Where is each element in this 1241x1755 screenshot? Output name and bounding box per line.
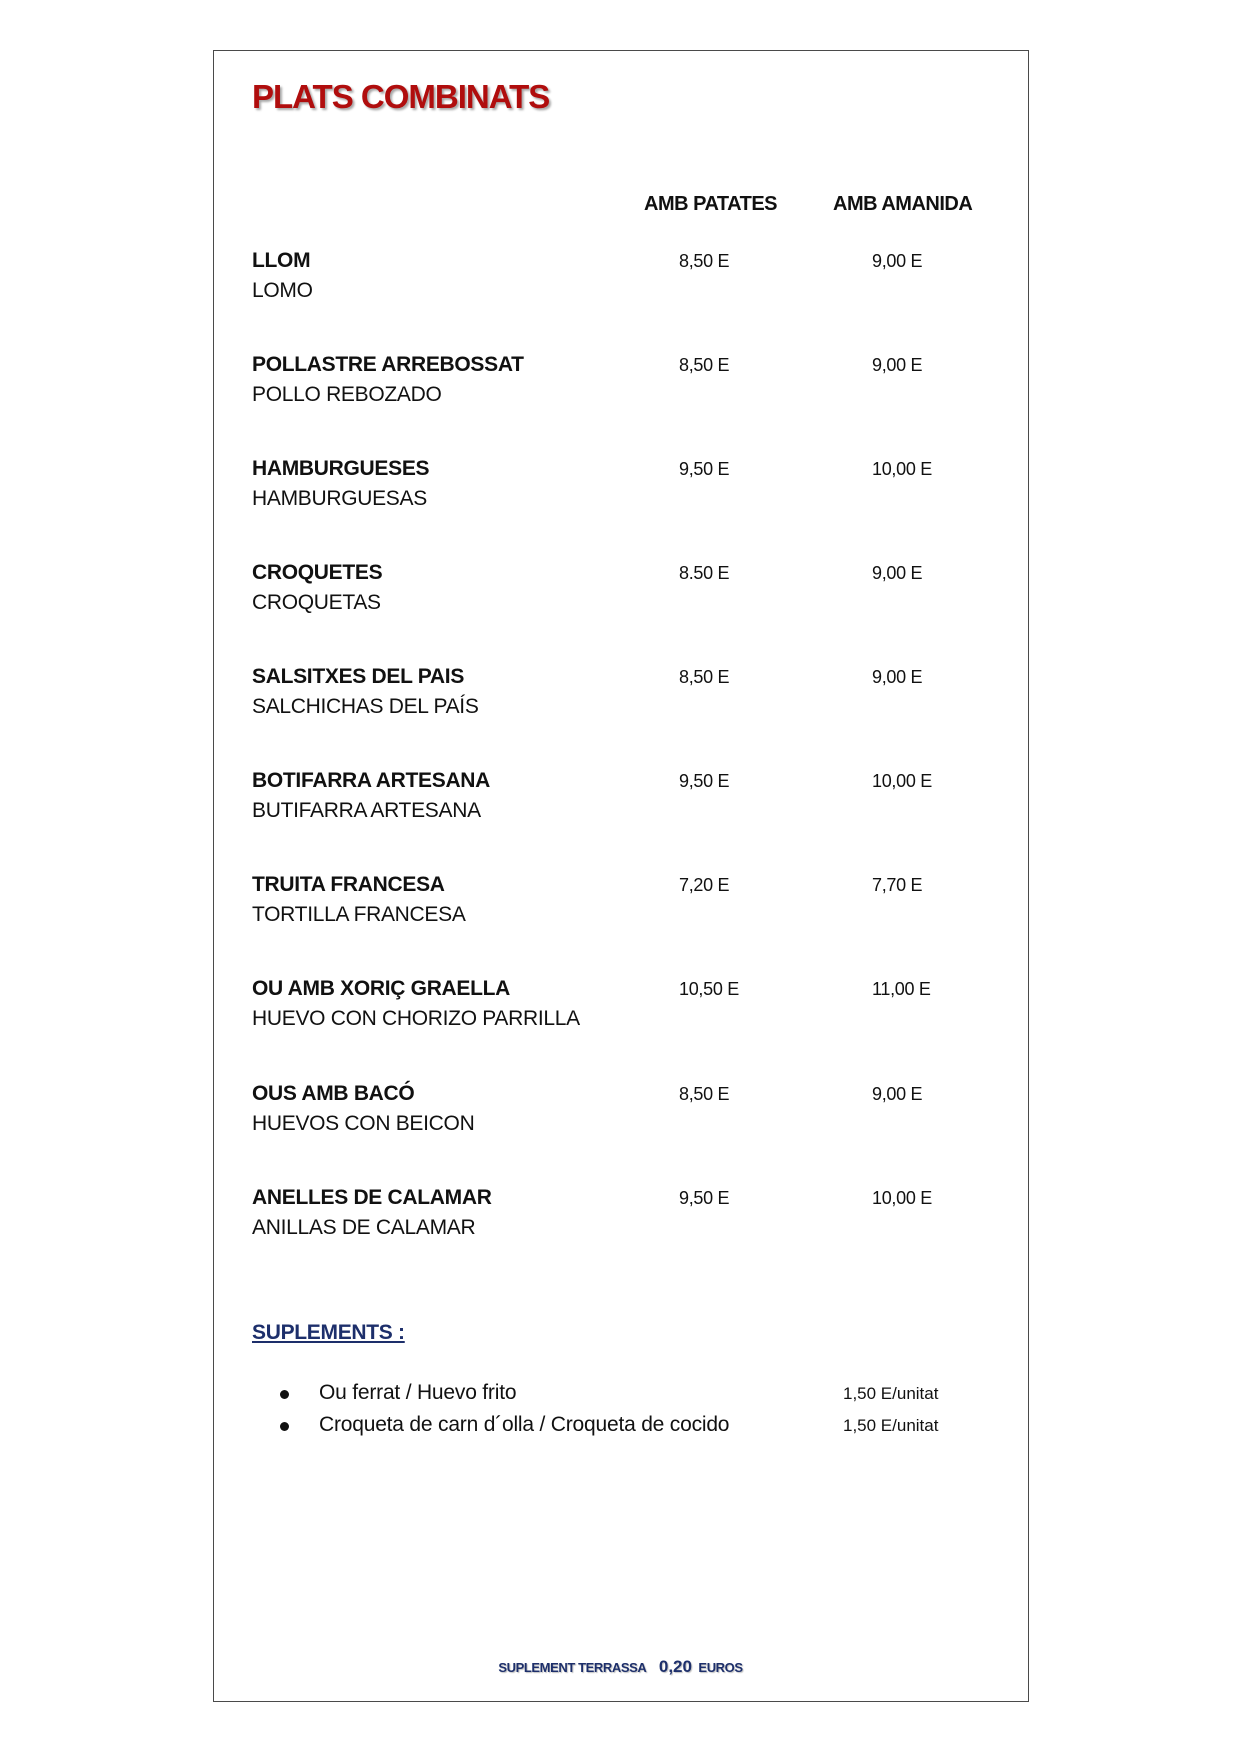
dish-name-es: CROQUETAS xyxy=(252,591,381,614)
terrace-supplement-note xyxy=(0,1657,1241,1677)
suplement-label: Ou ferrat / Huevo frito xyxy=(319,1381,517,1404)
price-amanida: 9,00 E xyxy=(872,563,923,583)
suplement-item xyxy=(0,1381,1241,1413)
dish-name: SALSITXES DEL PAIS xyxy=(252,665,465,688)
dish-name-es: TORTILLA FRANCESA xyxy=(252,903,466,926)
dish-name-es: LOMO xyxy=(252,279,313,302)
dish-name: HAMBURGUESES xyxy=(252,457,430,480)
dish-name: OUS AMB BACÓ xyxy=(252,1082,415,1105)
price-amanida: 9,00 E xyxy=(872,355,923,375)
price-patates: 8,50 E xyxy=(679,667,730,687)
suplement-label: Croqueta de carn d´olla / Croqueta de cocido xyxy=(319,1413,730,1436)
menu-item xyxy=(0,457,1241,537)
dish-name: BOTIFARRA ARTESANA xyxy=(252,769,491,792)
menu-item xyxy=(0,977,1241,1057)
price-patates: 7,20 E xyxy=(679,875,730,895)
menu-item xyxy=(0,665,1241,745)
price-amanida: 10,00 E xyxy=(872,1188,932,1208)
price-amanida: 9,00 E xyxy=(872,251,923,271)
suplement-price: 1,50 E/unitat xyxy=(843,1384,939,1403)
dish-name: CROQUETES xyxy=(252,561,383,584)
price-patates: 8,50 E xyxy=(679,355,730,375)
price-amanida: 11,00 E xyxy=(872,979,931,999)
dish-name-es: ANILLAS DE CALAMAR xyxy=(252,1216,476,1239)
footer-unit: EUROS xyxy=(698,1660,743,1675)
price-patates: 10,50 E xyxy=(679,979,739,999)
price-patates: 9,50 E xyxy=(679,771,730,791)
price-amanida: 10,00 E xyxy=(872,771,932,791)
suplement-item xyxy=(0,1413,1241,1445)
bullet-icon xyxy=(280,1390,289,1399)
menu-item xyxy=(0,561,1241,641)
price-patates: 9,50 E xyxy=(679,1188,730,1208)
dish-name-es: HUEVO CON CHORIZO PARRILLA xyxy=(252,1007,580,1030)
suplement-price: 1,50 E/unitat xyxy=(843,1416,939,1435)
dish-name-es: HUEVOS CON BEICON xyxy=(252,1112,475,1135)
column-header-amanida: AMB AMANIDA xyxy=(833,193,973,215)
bullet-icon xyxy=(280,1422,289,1431)
suplements-heading: SUPLEMENTS : xyxy=(252,1321,405,1344)
dish-name: TRUITA FRANCESA xyxy=(252,873,445,896)
dish-name: OU AMB XORIÇ GRAELLA xyxy=(252,977,511,1000)
dish-name-es: SALCHICHAS DEL PAÍS xyxy=(252,695,479,718)
price-amanida: 10,00 E xyxy=(872,459,932,479)
menu-item xyxy=(0,353,1241,433)
menu-item xyxy=(0,769,1241,849)
price-amanida: 9,00 E xyxy=(872,1084,923,1104)
price-patates: 8,50 E xyxy=(679,1084,730,1104)
footer-label: SUPLEMENT TERRASSA xyxy=(498,1660,647,1675)
dish-name-es: POLLO REBOZADO xyxy=(252,383,442,406)
page-title: PLATS COMBINATS xyxy=(252,78,550,115)
menu-item xyxy=(0,873,1241,953)
dish-name: ANELLES DE CALAMAR xyxy=(252,1186,492,1209)
footer-amount: 0,20 xyxy=(658,1657,692,1676)
price-amanida: 9,00 E xyxy=(872,667,923,687)
dish-name-es: BUTIFARRA ARTESANA xyxy=(252,799,481,822)
price-patates: 8.50 E xyxy=(679,563,730,583)
price-patates: 9,50 E xyxy=(679,459,730,479)
column-header-patates: AMB PATATES xyxy=(644,193,778,215)
menu-item xyxy=(0,1082,1241,1162)
dish-name: POLLASTRE ARREBOSSAT xyxy=(252,353,524,376)
dish-name: LLOM xyxy=(252,249,311,272)
dish-name-es: HAMBURGUESAS xyxy=(252,487,427,510)
price-amanida: 7,70 E xyxy=(872,875,923,895)
menu-item xyxy=(0,249,1241,329)
price-patates: 8,50 E xyxy=(679,251,730,271)
menu-item xyxy=(0,1186,1241,1266)
